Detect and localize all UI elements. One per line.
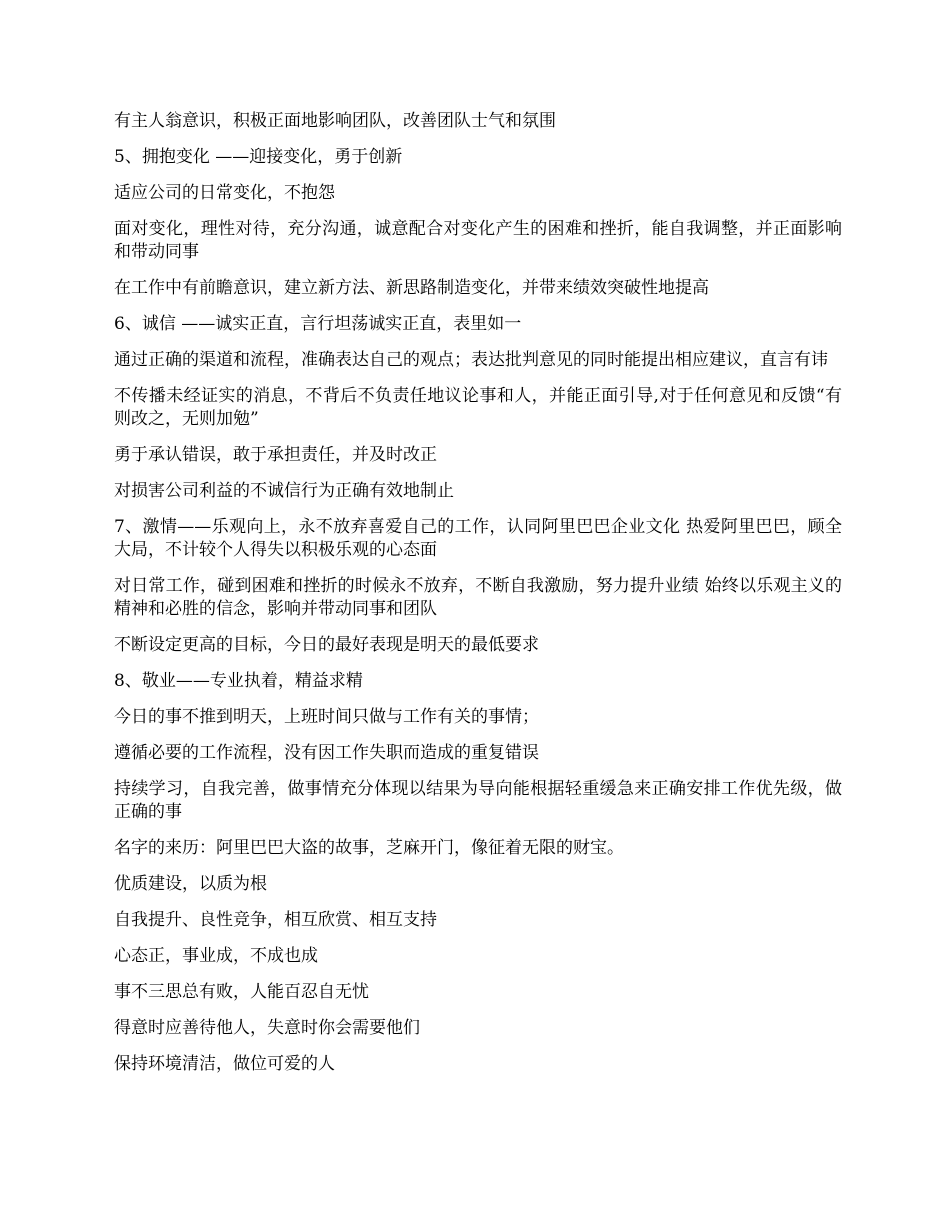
- paragraph: 自我提升、良性竞争，相互欣赏、相互支持: [114, 910, 437, 930]
- paragraph: 今日的事不推到明天，上班时间只做与工作有关的事情；: [114, 707, 539, 727]
- paragraph: 保持环境清洁，做位可爱的人: [114, 1054, 335, 1074]
- paragraph: 名字的来历：阿里巴巴大盗的故事，芝麻开门，像征着无限的财宝。: [114, 838, 624, 858]
- section-heading: 7、激情——乐观向上，永不放弃喜爱自己的工作，认同阿里巴巴企业文化 热爱阿里巴巴，顾全大局，不计较个人得失以积极乐观的心态面: [114, 517, 842, 560]
- paragraph: 不断设定更高的目标，今日的最好表现是明天的最低要求: [114, 635, 539, 655]
- paragraph: 对日常工作，碰到困难和挫折的时候永不放弃，不断自我激励，努力提升业绩 始终以乐观主义的精神和必胜的信念，影响并带动同事和团队: [114, 576, 842, 619]
- paragraph: 通过正确的渠道和流程，准确表达自己的观点；表达批判意见的同时能提出相应建议，直言有讳: [114, 350, 828, 370]
- paragraph: 适应公司的日常变化，不抱怨: [114, 183, 335, 203]
- paragraph: 持续学习，自我完善，做事情充分体现以结果为导向能根据轻重缓急来正确安排工作优先级，做正确的事: [114, 779, 842, 822]
- paragraph: 不传播未经证实的消息，不背后不负责任地议论事和人，并能正面引导,对于任何意见和反馈“有则改之，无则加勉”: [114, 386, 842, 429]
- paragraph: 对损害公司利益的不诚信行为正确有效地制止: [114, 481, 454, 501]
- paragraph: 优质建设，以质为根: [114, 874, 267, 894]
- paragraph: 得意时应善待他人，失意时你会需要他们: [114, 1018, 420, 1038]
- paragraph: 有主人翁意识，积极正面地影响团队，改善团队士气和氛围: [114, 111, 556, 131]
- section-heading: 5、拥抱变化 ——迎接变化，勇于创新: [114, 147, 403, 167]
- paragraph: 面对变化，理性对待，充分沟通，诚意配合对变化产生的困难和挫折，能自我调整，并正面影响和带动同事: [114, 219, 842, 262]
- paragraph: 遵循必要的工作流程，没有因工作失职而造成的重复错误: [114, 743, 539, 763]
- paragraph: 在工作中有前瞻意识，建立新方法、新思路制造变化，并带来绩效突破性地提高: [114, 278, 709, 298]
- section-heading: 6、诚信 ——诚实正直，言行坦荡诚实正直，表里如一: [114, 314, 522, 334]
- paragraph: 勇于承认错误，敢于承担责任，并及时改正: [114, 445, 437, 465]
- paragraph: 心态正，事业成，不成也成: [114, 946, 318, 966]
- section-heading: 8、敬业——专业执着，精益求精: [114, 671, 363, 691]
- paragraph: 事不三思总有败，人能百忍自无忧: [114, 982, 369, 1002]
- document-body: [114, 110, 842, 1089]
